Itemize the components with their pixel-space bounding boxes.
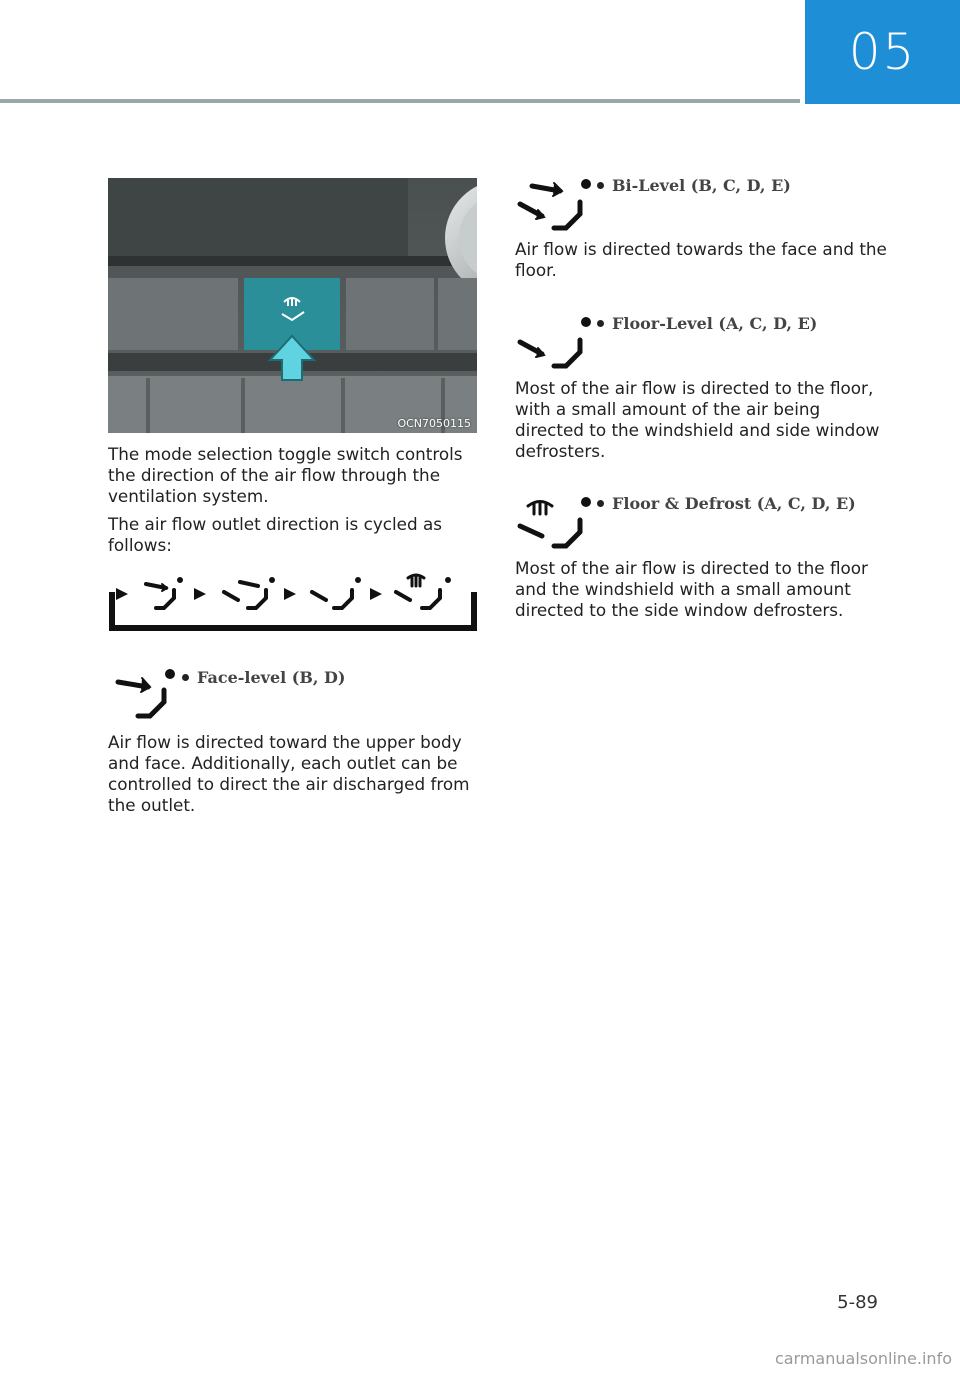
floor-defrost-heading-text: Floor & Defrost (A, C, D, E) xyxy=(612,494,856,513)
floor-level-icon xyxy=(514,314,600,370)
bullet-dot xyxy=(182,674,189,681)
cycle-arrow-icon xyxy=(116,588,128,600)
cycle-floor-level-icon xyxy=(312,577,361,608)
cycle-arrow-icon xyxy=(194,588,206,600)
face-level-text: Air flow is directed toward the upper body and face. Additionally, each outlet can be controlled to direct the air discharged from the outlet. xyxy=(108,732,470,815)
page-number: 5-89 xyxy=(837,1292,878,1313)
cycle-floor-defrost-icon xyxy=(396,575,451,608)
cycle-arrow-icon xyxy=(284,588,296,600)
bullet-dot xyxy=(597,182,604,189)
floor-level-heading-text: Floor-Level (A, C, D, E) xyxy=(612,314,818,333)
face-level-icon xyxy=(112,666,182,722)
chapter-tab: 05 xyxy=(805,0,960,104)
cycle-arrow-icon xyxy=(370,588,382,600)
bullet-dot xyxy=(597,320,604,327)
photo-code: OCN7050115 xyxy=(397,417,471,430)
floor-defrost-heading xyxy=(597,494,856,513)
control-panel-photo xyxy=(108,178,477,433)
face-level-heading xyxy=(182,668,345,687)
bi-level-heading-text: Bi-Level (B, C, D, E) xyxy=(612,176,791,195)
cycle-bi-level-icon xyxy=(224,577,275,608)
bi-level-heading xyxy=(597,176,791,195)
face-level-heading-text: Face-level (B, D) xyxy=(197,668,346,687)
bullet-dot xyxy=(597,500,604,507)
floor-level-text: Most of the air flow is directed to the floor, with a small amount of the air being directed to the windshield and side window defrosters. xyxy=(515,378,880,461)
floor-defrost-icon xyxy=(514,494,600,550)
control-panel-illustration xyxy=(108,178,477,433)
cycle-face-icon xyxy=(146,577,183,608)
header-rule xyxy=(0,99,800,103)
bi-level-icon xyxy=(514,176,600,232)
floor-level-heading xyxy=(597,314,817,333)
watermark[interactable]: carmanualsonline.info xyxy=(774,1349,952,1368)
intro-paragraph-2: The air flow outlet direction is cycled as follows: xyxy=(108,514,443,555)
bi-level-text: Air flow is directed towards the face and the floor. xyxy=(515,239,887,280)
cycle-loop-line xyxy=(112,592,474,628)
floor-defrost-text: Most of the air flow is directed to the floor and the windshield with a small amount directed to the side window defrosters. xyxy=(515,558,868,620)
mode-cycle-diagram xyxy=(108,572,478,634)
intro-paragraph-1: The mode selection toggle switch controls the direction of the air flow through the ventilation system. xyxy=(108,444,463,506)
